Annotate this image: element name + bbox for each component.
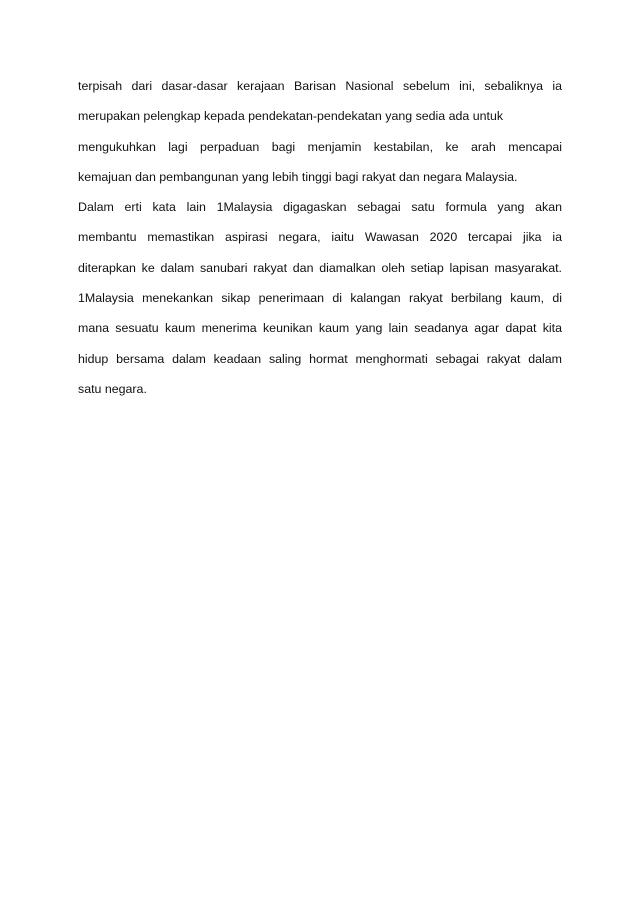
- text-line: kemajuan dan pembangunan yang lebih tinggi bagi rakyat dan negara Malaysia.: [78, 169, 518, 184]
- text-line: Dalam erti kata lain 1Malaysia digagaskan sebagai satu formula yang akan: [78, 200, 562, 215]
- text-line: terpisah dari dasar-dasar kerajaan Barisan Nasional sebelum ini, sebaliknya ia: [78, 79, 562, 93]
- text-line: mana sesuatu kaum menerima keunikan kaum yang lain seadanya agar dapat kita: [78, 321, 562, 336]
- body-text: [78, 71, 562, 404]
- text-line: satu negara.: [78, 381, 147, 396]
- text-line: hidup bersama dalam keadaan saling hormat menghormati sebagai rakyat dalam: [78, 351, 562, 366]
- text-line: diterapkan ke dalam sanubari rakyat dan diamalkan oleh setiap lapisan masyarakat.: [78, 260, 562, 275]
- text-line: membantu memastikan aspirasi negara, iaitu Wawasan 2020 tercapai jika ia: [78, 230, 562, 245]
- text-line: mengukuhkan lagi perpaduan bagi menjamin kestabilan, ke arah mencapai: [78, 139, 562, 154]
- text-line: 1Malaysia menekankan sikap penerimaan di kalangan rakyat berbilang kaum, di: [78, 291, 562, 306]
- text-line: merupakan pelengkap kepada pendekatan-pendekatan yang sedia ada untuk: [78, 109, 504, 124]
